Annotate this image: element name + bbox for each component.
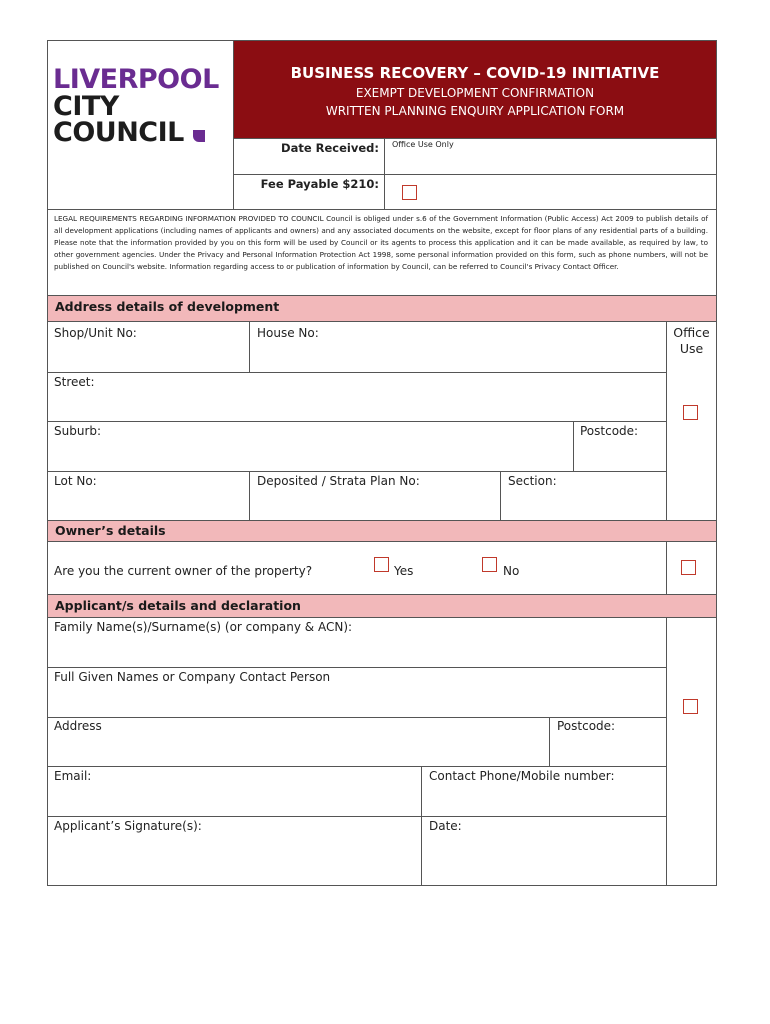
- owner-no-checkbox[interactable]: [482, 557, 497, 572]
- office-use-applicant-checkbox[interactable]: [683, 699, 698, 714]
- logo-line-3: COUNCIL: [53, 117, 184, 148]
- email-label: Email:: [54, 769, 92, 783]
- signature-label: Applicant’s Signature(s):: [54, 819, 202, 833]
- office-use-label-line-1: Office: [673, 325, 710, 340]
- office-use-column-applicant: [666, 617, 717, 886]
- logo-line-1: LIVERPOOL: [53, 64, 219, 95]
- applicant-section-heading: Applicant/s details and declaration: [47, 594, 717, 618]
- owner-section-heading: Owner’s details: [47, 520, 717, 542]
- logo-mark-icon: [193, 130, 205, 142]
- office-use-address-checkbox[interactable]: [683, 405, 698, 420]
- date-received-label: Date Received:: [281, 141, 379, 155]
- section-label: Section:: [508, 474, 557, 488]
- office-use-label-line-2: Use: [679, 341, 704, 356]
- email-field[interactable]: [47, 766, 422, 817]
- form-title: BUSINESS RECOVERY – COVID-19 INITIATIVE: [290, 64, 660, 82]
- applicant-address-label: Address: [54, 719, 102, 733]
- owner-yes-label: Yes: [394, 564, 414, 578]
- family-name-label: Family Name(s)/Surname(s) (or company & ACN):: [54, 620, 353, 634]
- deposited-plan-label: Deposited / Strata Plan No:: [257, 474, 420, 488]
- street-field[interactable]: [47, 372, 667, 422]
- owner-yes-checkbox[interactable]: [374, 557, 389, 572]
- applicant-address-field[interactable]: [47, 717, 550, 767]
- shop-unit-label: Shop/Unit No:: [54, 326, 137, 340]
- date-label: Date:: [429, 819, 462, 833]
- office-use-only-note: Office Use Only: [392, 140, 454, 149]
- fee-paid-checkbox[interactable]: [402, 185, 417, 200]
- street-label: Street:: [54, 375, 95, 389]
- house-no-label: House No:: [257, 326, 319, 340]
- logo-line-2: CITY: [53, 91, 119, 122]
- form-subtitle-2: WRITTEN PLANNING ENQUIRY APPLICATION FORM: [325, 104, 625, 118]
- suburb-label: Suburb:: [54, 424, 102, 438]
- lot-no-label: Lot No:: [54, 474, 97, 488]
- office-use-owner-checkbox[interactable]: [681, 560, 696, 575]
- given-names-label: Full Given Names or Company Contact Person: [54, 670, 331, 684]
- fee-field-cell: [384, 174, 717, 210]
- applicant-postcode-label: Postcode:: [557, 719, 616, 733]
- owner-no-label: No: [503, 564, 520, 578]
- suburb-field[interactable]: [47, 421, 574, 472]
- address-section-heading: Address details of development: [47, 295, 717, 322]
- fee-payable-label: Fee Payable $210:: [260, 177, 379, 191]
- legal-requirements-text: LEGAL REQUIREMENTS REGARDING INFORMATION PROVIDED TO COUNCIL Council is obliged under s.6 of the Government Information (Public Access) Act 2009 to publish details of all development applications (including names of applicants and owners) and any associated documents on the website, except for floor plans of any residential parts of a building. Please note that the information provided by you on this form will be used by Council or its agents to process this application and it can be made available, as required by law, to other government agencies. Under the Privacy and Personal Information Protection Act 1998, some personal information provided on this form, such as phone numbers, will not be published on Council's website. Information regarding access to or publication of information by Council, can be referred to Council's Privacy Contact Officer.: [54, 214, 708, 271]
- phone-label: Contact Phone/Mobile number:: [429, 769, 615, 783]
- address-postcode-label: Postcode:: [580, 424, 639, 438]
- owner-question-label: Are you the current owner of the property?: [54, 564, 313, 578]
- form-subtitle-1: EXEMPT DEVELOPMENT CONFIRMATION: [355, 86, 595, 100]
